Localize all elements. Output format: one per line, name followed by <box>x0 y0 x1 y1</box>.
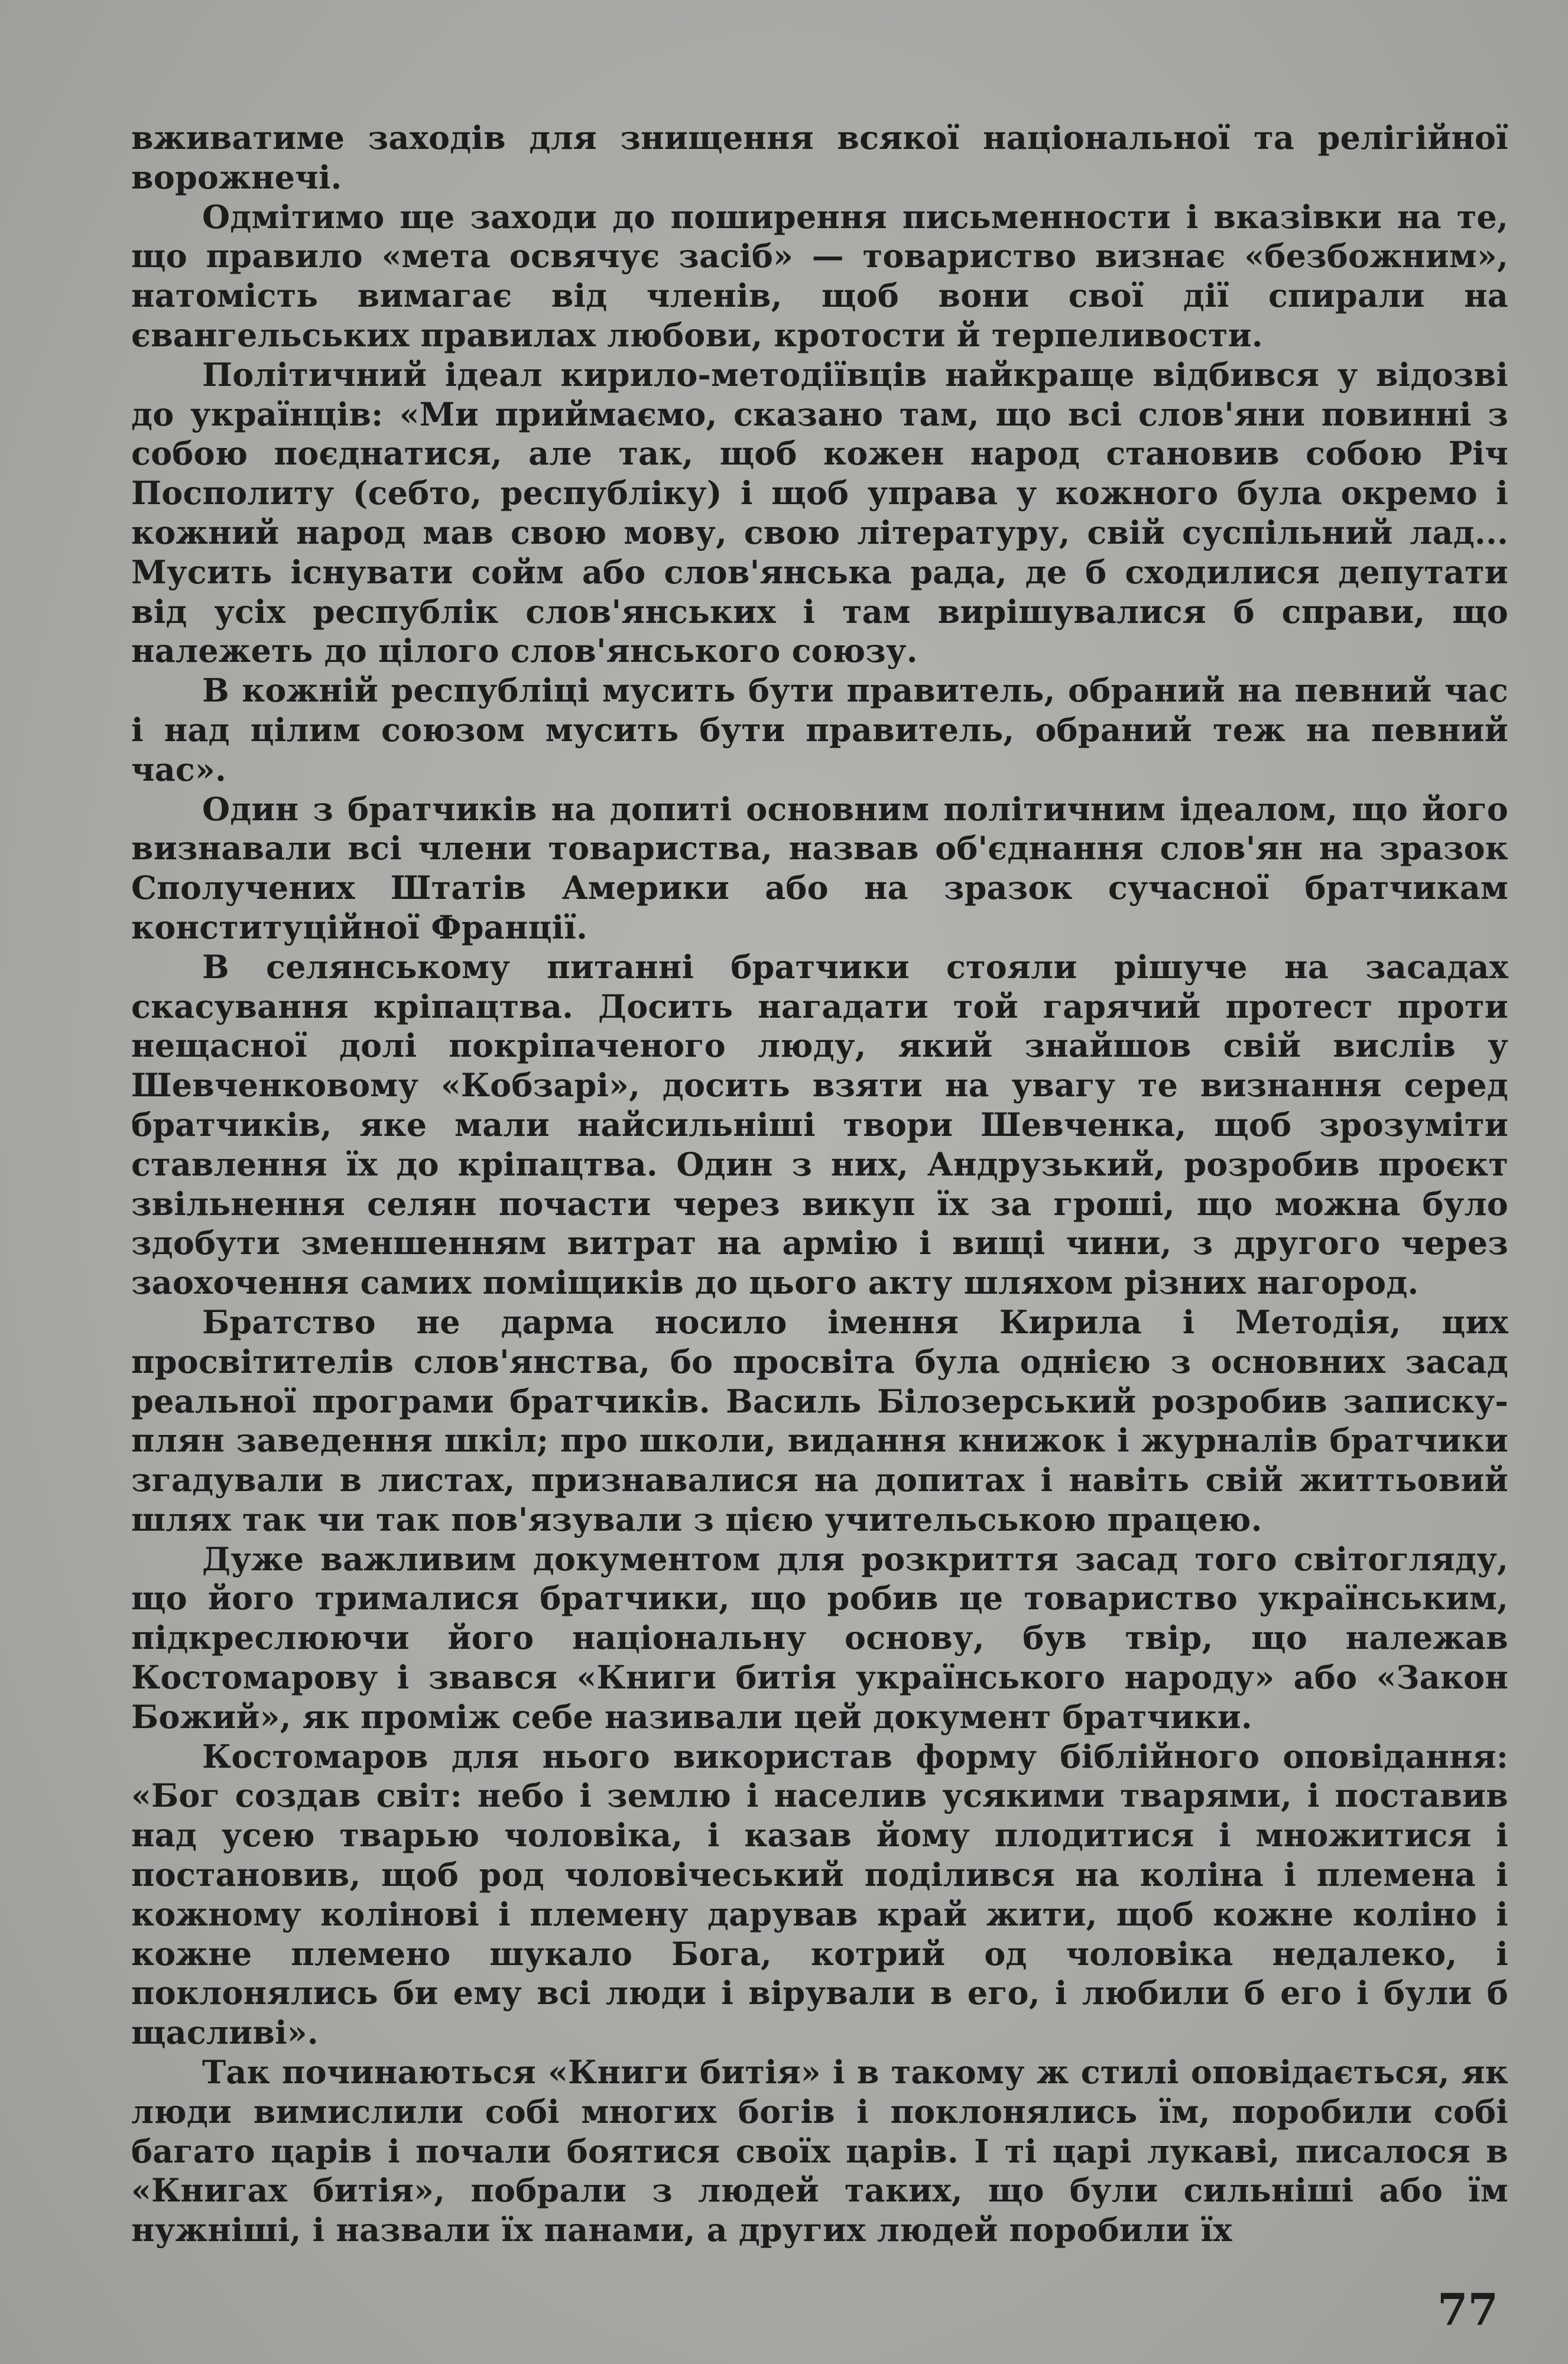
paragraph: Братство не дарма носило імення Кирила і Методія, цих просвітителів слов'янства, бо просвіта була однією з основних засад реальної програми братчиків. Василь Білозерський розробив записку-плян заведення шкіл; про школи, видання книжок і журналів братчики згадували в листах, признавалися на допитах і навіть свій життьовий шлях так чи так пов'язували з цією учительською працею. <box>131 1303 1508 1538</box>
paragraph: Дуже важливим документом для розкриття засад того світогляду, що його трималися братчики, що робив це товариство українським, підкреслюючи його національну основу, був твір, що належав Костомарову і звався «Книги битія українського народу» або «Закон Божий», як проміж себе називали цей документ братчики. <box>131 1540 1508 1736</box>
paragraph: В кожній республіці мусить бути правитель, обраний на певний час і над цілим союзом мусить бути правитель, обраний теж на певний час». <box>131 671 1508 788</box>
page-number: 77 <box>1437 2285 1498 2336</box>
paragraph: Політичний ідеал кирило-методіївців найкраще відбився у відозві до українців: «Ми приймаємо, сказано там, що всі слов'яни повинні з собою поєднатися, але так, щоб кожен народ становив собою Річ Посполиту (себто, республіку) і щоб управа у кожного була окремо і кожний народ мав свою мову, свою літературу, свій суспільний лад... Мусить існувати сойм або слов'янська рада, де б сходилися депутати від усіх республік слов'янських і там вирішувалися б справи, що належеть до цілого слов'янського союзу. <box>131 355 1508 670</box>
paragraph: Костомаров для нього використав форму біблійного оповідання: «Бог создав світ: небо і землю і населив усякими тварями, і поставив над усею тварью чоловіка, і казав йому плодитися і множитися і постановив, щоб род чоловічеський поділився на коліна і племена і кожному колінові і племену дарував край жити, щоб кожне коліно і кожне племено шукало Бога, котрий од чоловіка недалеко, і поклонялись би ему всі люди і вірували в его, і любили б его і були б щасливі». <box>131 1737 1508 2052</box>
paragraph: Один з братчиків на допиті основним політичним ідеалом, що його визнавали всі члени товариства, назвав об'єднання слов'ян на зразок Сполучених Штатів Америки або на зразок сучасної братчикам конституційної Франції. <box>131 790 1508 946</box>
paragraph: В селянському питанні братчики стояли рішуче на засадах скасування кріпацтва. Досить нагадати той гарячий протест проти нещасної долі покріпаченого люду, який знайшов свій вислів у Шевченковому «Кобзарі», досить взяти на увагу те визнання серед братчиків, яке мали найсильніші твори Шевченка, щоб зрозуміти ставлення їх до кріпацтва. Один з них, Андрузький, розробив проєкт звільнення селян почасти через викуп їх за гроші, що можна було здобути зменшенням витрат на армію і вищі чини, з другого через заохочення самих поміщиків до цього акту шляхом різних нагород. <box>131 947 1508 1302</box>
body-text <box>131 118 1508 2250</box>
paragraph: Одмітимо ще заходи до поширення письменности і вказівки на те, що правило «мета освячує засіб» — товариство визнає «безбожним», натомість вимагає від членів, щоб вони свої дії спирали на євангельських правилах любови, кротости й терпеливости. <box>131 197 1508 354</box>
paragraph: вживатиме заходів для знищення всякої національної та релігійної ворожнечі. <box>131 119 1508 196</box>
paragraph: Так починаються «Книги битія» і в такому ж стилі оповідається, як люди вимислили собі многих богів і поклонялись їм, поробили собі багато царів і почали боятися своїх царів. І ті царі лукаві, писалося в «Книгах битія», побрали з людей таких, що були сильніші або їм нужніші, і назвали їх панами, а других людей поробили їх <box>131 2053 1508 2249</box>
